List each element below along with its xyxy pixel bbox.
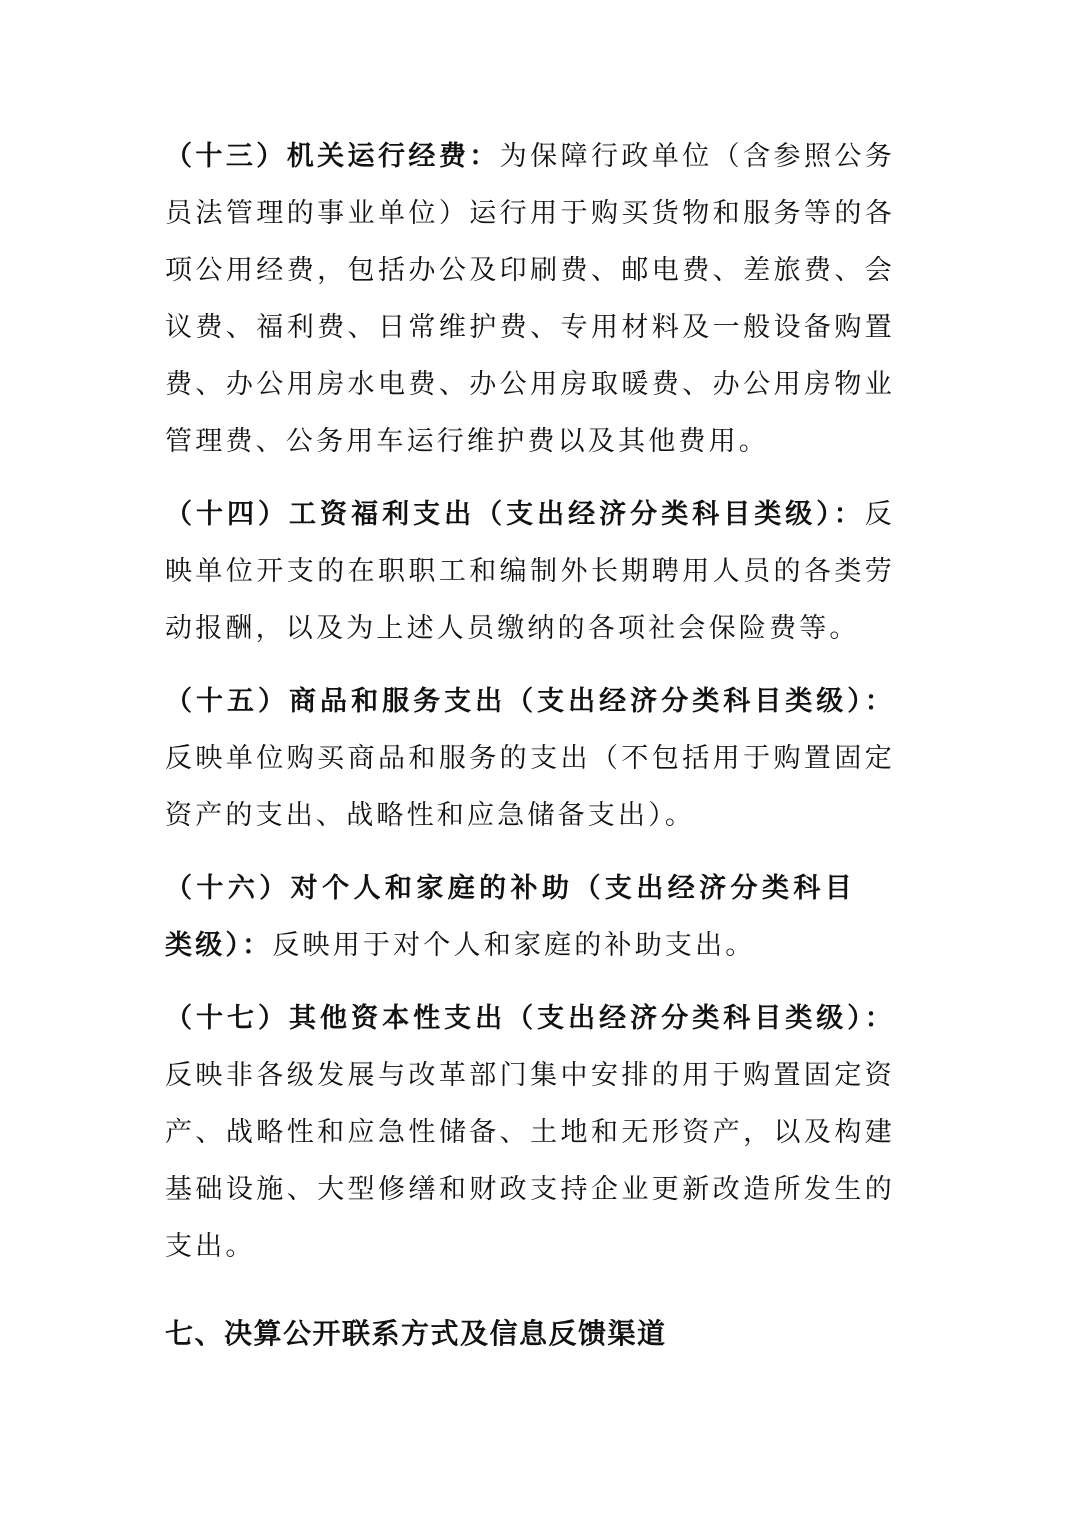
term-16: （十六）对个人和家庭的补助（支出经济分类科目类级）： bbox=[165, 873, 855, 961]
text-15: 反映单位购买商品和服务的支出（不包括用于购置固定资产的支出、战略性和应急储备支出）。 bbox=[165, 743, 895, 831]
term-17: （十七）其他资本性支出（支出经济分类科目类级）： bbox=[165, 1003, 895, 1034]
text-16: 反映用于对个人和家庭的补助支出。 bbox=[272, 930, 756, 961]
section-heading: 七、决算公开联系方式及信息反馈渠道 bbox=[165, 1317, 667, 1350]
term-15: （十五）商品和服务支出（支出经济分类科目类级）： bbox=[165, 686, 895, 717]
paragraph-13 bbox=[165, 128, 895, 470]
text-13: 为保障行政单位（含参照公务员法管理的事业单位）运行用于购买货物和服务等的各项公用经费，包括办公及印刷费、邮电费、差旅费、会议费、福利费、日常维护费、专用材料及一般设备购置费、办公用房水电费、办公用房取暖费、办公用房物业管理费、公务用车运行维护费以及其他费用。 bbox=[165, 141, 895, 457]
term-13: （十三）机关运行经费： bbox=[165, 141, 500, 172]
text-14: 反映单位开支的在职职工和编制外长期聘用人员的各类劳动报酬，以及为上述人员缴纳的各项社会保险费等。 bbox=[165, 499, 895, 644]
paragraph-15 bbox=[165, 673, 895, 844]
text-17: 反映非各级发展与改革部门集中安排的用于购置固定资产、战略性和应急性储备、土地和无形资产，以及构建基础设施、大型修缮和财政支持企业更新改造所发生的支出。 bbox=[165, 1060, 895, 1262]
document-page bbox=[165, 128, 895, 1362]
term-14: （十四）工资福利支出（支出经济分类科目类级）： bbox=[165, 499, 865, 530]
paragraph-16 bbox=[165, 860, 855, 974]
paragraph-14 bbox=[165, 486, 895, 657]
paragraph-17 bbox=[165, 990, 895, 1275]
